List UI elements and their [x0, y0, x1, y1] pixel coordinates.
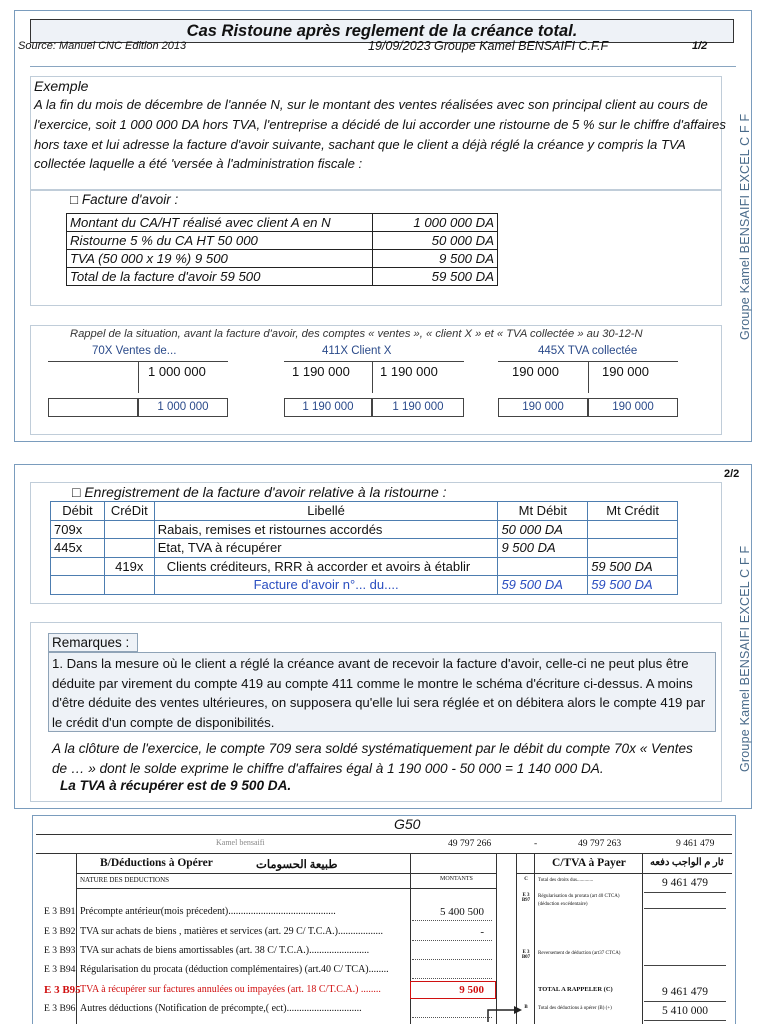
t-account-total-debit: 1 190 000	[284, 398, 372, 417]
col-header: CréDit	[104, 502, 154, 521]
table-row	[67, 232, 498, 250]
col-header: Mt Débit	[498, 502, 588, 521]
table-row	[67, 250, 498, 268]
amount-underline	[644, 1001, 726, 1002]
t-account-divider	[588, 361, 589, 393]
divider	[36, 834, 732, 835]
divider	[534, 853, 535, 1024]
amount-underline	[412, 920, 492, 921]
tva-label: Total des déductions à opérer (B) (+)	[538, 1006, 612, 1011]
tva-code: C	[524, 877, 528, 882]
t-account-credit: 1 190 000	[380, 364, 438, 379]
mt-debit	[498, 557, 588, 576]
t-account-total-credit: 1 000 000	[138, 398, 228, 417]
amount-underline	[412, 978, 492, 979]
deduction-label: Autres déductions (Notification de précompte,( ect)..............................	[80, 1003, 362, 1014]
source-note: Source: Manuel CNC Edition 2013	[18, 40, 187, 52]
g50-title: G50	[394, 816, 421, 832]
credit-account	[104, 539, 154, 558]
table-row	[51, 557, 678, 576]
rappel-heading: Rappel de la situation, avant la facture d'avoir, des comptes « ventes », « client X » et « TVA collectée » au 30-12-N	[70, 328, 643, 340]
amount-underline	[412, 1017, 492, 1018]
mt-credit: 59 500 DA	[588, 576, 678, 595]
tva-conclusion: La TVA à récupérer est de 9 500 DA.	[60, 778, 292, 793]
t-account-debit: 1 190 000	[292, 364, 350, 379]
tva-amount: 9 461 479	[662, 986, 708, 998]
deduction-code: E 3 B91	[44, 906, 76, 917]
mt-credit: 59 500 DA	[588, 557, 678, 576]
deduction-label: TVA sur achats de biens amortissables (art. 38 C/ T.C.A.)........................	[80, 945, 370, 956]
rappel-box	[30, 325, 722, 435]
page-number: 1/2	[692, 40, 708, 52]
deduction-code: E 3 B94	[44, 964, 76, 975]
deduction-label: TVA sur achats de biens , matières et services (art. 29 C/ T.C.A.)..................	[80, 926, 383, 937]
vertical-watermark: Groupe Kamel BENSAIFI EXCEL C F F	[738, 113, 752, 340]
facture-value: 9 500 DA	[372, 250, 498, 268]
libelle: Etat, TVA à récupérer	[154, 539, 498, 558]
credit-account	[104, 520, 154, 539]
highlight-box	[410, 981, 496, 999]
tva-amount: 9 461 479	[662, 877, 708, 889]
mt-debit: 50 000 DA	[498, 520, 588, 539]
tva-title: C/TVA à Payer	[552, 857, 626, 869]
mt-credit	[588, 539, 678, 558]
t-account-label: 70X Ventes de...	[92, 345, 177, 357]
g50-top-value: 49 797 266	[448, 838, 492, 849]
journal-table	[50, 501, 678, 595]
facture-label: Total de la facture d'avoir 59 500	[67, 268, 373, 286]
facture-label: TVA (50 000 x 19 %) 9 500	[67, 250, 373, 268]
col-header: Libellé	[154, 502, 498, 521]
debit-account	[51, 557, 105, 576]
facture-value: 59 500 DA	[372, 268, 498, 286]
libelle: Facture d'avoir n°... du....	[154, 576, 498, 595]
amount-underline	[644, 892, 726, 893]
facture-value: 1 000 000 DA	[372, 214, 498, 232]
t-account-total-credit: 190 000	[588, 398, 678, 417]
page-number: 2/2	[724, 468, 740, 480]
deduction-code: E 3 B95	[44, 984, 81, 996]
amount-underline	[644, 965, 726, 966]
facture-label: Ristourne 5 % du CA HT 50 000	[67, 232, 373, 250]
facture-value: 50 000 DA	[372, 232, 498, 250]
divider	[516, 853, 517, 1024]
divider	[76, 873, 496, 874]
facture-table	[66, 213, 498, 286]
credit-account	[104, 576, 154, 595]
table-row	[51, 576, 678, 595]
tva-code: E 3 B97	[521, 893, 531, 903]
t-account-debit: 190 000	[512, 364, 559, 379]
amount-underline	[644, 1020, 726, 1021]
divider	[36, 853, 732, 854]
mt-credit	[588, 520, 678, 539]
tva-label: Reversement de déduction (art37 CTCA)	[538, 951, 621, 956]
mt-debit: 59 500 DA	[498, 576, 588, 595]
credit-account: 419x	[104, 557, 154, 576]
deductions-title: B/Déductions à Opérer	[100, 857, 213, 869]
amount-underline	[412, 959, 492, 960]
enregistrement-heading: □ Enregistrement de la facture d'avoir relative à la ristourne :	[72, 484, 447, 500]
debit-account	[51, 576, 105, 595]
mt-debit: 9 500 DA	[498, 539, 588, 558]
t-account-total-debit	[48, 398, 138, 417]
cloture-text: A la clôture de l'exercice, le compte 709 sera soldé systématiquement par le débit du compte 70x « Ventes de … » dont le solde exprime le chiffre d'affaires égal à 1 190 000 - 50 000 = 1 140 000 DA.	[52, 741, 693, 776]
t-account-label: 445X TVA collectée	[538, 345, 638, 357]
tva-label: Total des droits dus.............	[538, 878, 594, 883]
deduction-label: Régularisation du procata (déduction complémentaires) (art.40 C/ TCA)........	[80, 964, 389, 975]
table-row	[51, 539, 678, 558]
arrow-icon	[486, 1004, 526, 1024]
t-account-total-credit: 1 190 000	[372, 398, 464, 417]
deduction-amount: -	[480, 926, 484, 938]
vertical-watermark: Groupe Kamel BENSAIFI EXCEL C F F	[738, 545, 752, 772]
page-title: Cas Ristoune après reglement de la créance total.	[30, 19, 734, 43]
divider	[30, 66, 736, 67]
g50-top-value: 49 797 263	[578, 838, 622, 849]
t-account-total-debit: 190 000	[498, 398, 588, 417]
divider	[76, 888, 496, 889]
deduction-amount: 5 400 500	[440, 906, 484, 918]
divider	[496, 853, 497, 1024]
deduction-label: TVA à récupérer sur factures annulées ou impayées (art. 18 C/T.C.A.) ........	[80, 984, 381, 995]
libelle: Rabais, remises et ristournes accordés	[154, 520, 498, 539]
date-author: 19/09/2023 Groupe Kamel BENSAIFI C.F.F	[368, 39, 609, 53]
g50-top-value: 9 461 479	[676, 838, 715, 849]
deduction-amount: 9 500	[459, 984, 484, 996]
deduction-code: E 3 B96	[44, 1003, 76, 1014]
debit-account: 445x	[51, 539, 105, 558]
facture-heading: □ Facture d'avoir :	[70, 192, 179, 207]
t-account-label: 411X Client X	[322, 345, 392, 357]
remarques-text: 1. Dans la mesure où le client a réglé la créance avant de recevoir la facture d'avoir, celle-ci ne peut plus être déduite par virement du compte 419 au compte 411 comme le montre le schéma d'écriture ci-dessus. A moins d'être déduite des ventes ultérieures, on supposera qu'elle lui sera réglée et on débitera alors le compte 419 par le crédit d'un compte de disponibilités.	[48, 652, 716, 732]
deductions-title-ar: طبيعة الحسومات	[256, 859, 338, 871]
remarques-heading: Remarques :	[48, 633, 138, 652]
deduction-code: E 3 B92	[44, 926, 76, 937]
col-header: Mt Crédit	[588, 502, 678, 521]
tva-code: B	[524, 1005, 528, 1010]
divider	[516, 873, 732, 874]
tva-label: TOTAL A RAPPELER (C)	[538, 986, 613, 993]
deduction-code: E 3 B93	[44, 945, 76, 956]
t-account-credit: 190 000	[602, 364, 649, 379]
amount-underline	[412, 940, 492, 941]
table-row	[67, 214, 498, 232]
tva-amount: 5 410 000	[662, 1005, 708, 1017]
tva-title-ar: ثار م الواجب دفعه	[650, 857, 724, 868]
libelle: Clients créditeurs, RRR à accorder et avoirs à établir	[154, 557, 498, 576]
col-montants: MONTANTS	[440, 876, 473, 882]
table-row	[67, 268, 498, 286]
g50-top-dash: -	[534, 838, 538, 849]
t-account-line	[284, 361, 464, 362]
t-account-divider	[138, 361, 139, 393]
facture-label: Montant du CA/HT réalisé avec client A en N	[67, 214, 373, 232]
g50-top-label: Kamel bensaifi	[216, 838, 265, 847]
amount-underline	[644, 908, 726, 909]
example-heading: Exemple	[34, 78, 89, 94]
col-header: Débit	[51, 502, 105, 521]
divider	[76, 853, 77, 1024]
table-row	[51, 520, 678, 539]
col-nature: NATURE DES DEDUCTIONS	[80, 876, 170, 884]
t-account-divider	[372, 361, 373, 393]
example-text: A la fin du mois de décembre de l'année N, sur le montant des ventes réalisées avec son principal client au cours de l'exercice, soit 1 000 000 DA hors TVA, l'entreprise a décidé de lui accorder une ristourne de 5 % sur le chiffre d'affaires hors taxe et lui adresse la facture d'avoir suivante, sachant que le client a déjà réglé la créance y compris la TVA collectée laquelle a été 'versée à l'administration fiscale :	[34, 97, 726, 172]
deduction-label: Précompte antérieur(mois précedent)...........................................	[80, 906, 336, 917]
divider	[642, 853, 643, 1024]
tva-label: Régularisation du prorata (art 40 CTCA) (déduction excédentaire)	[538, 894, 620, 907]
debit-account: 709x	[51, 520, 105, 539]
tva-code: E 3 B07	[521, 950, 531, 960]
t-account-credit: 1 000 000	[148, 364, 206, 379]
